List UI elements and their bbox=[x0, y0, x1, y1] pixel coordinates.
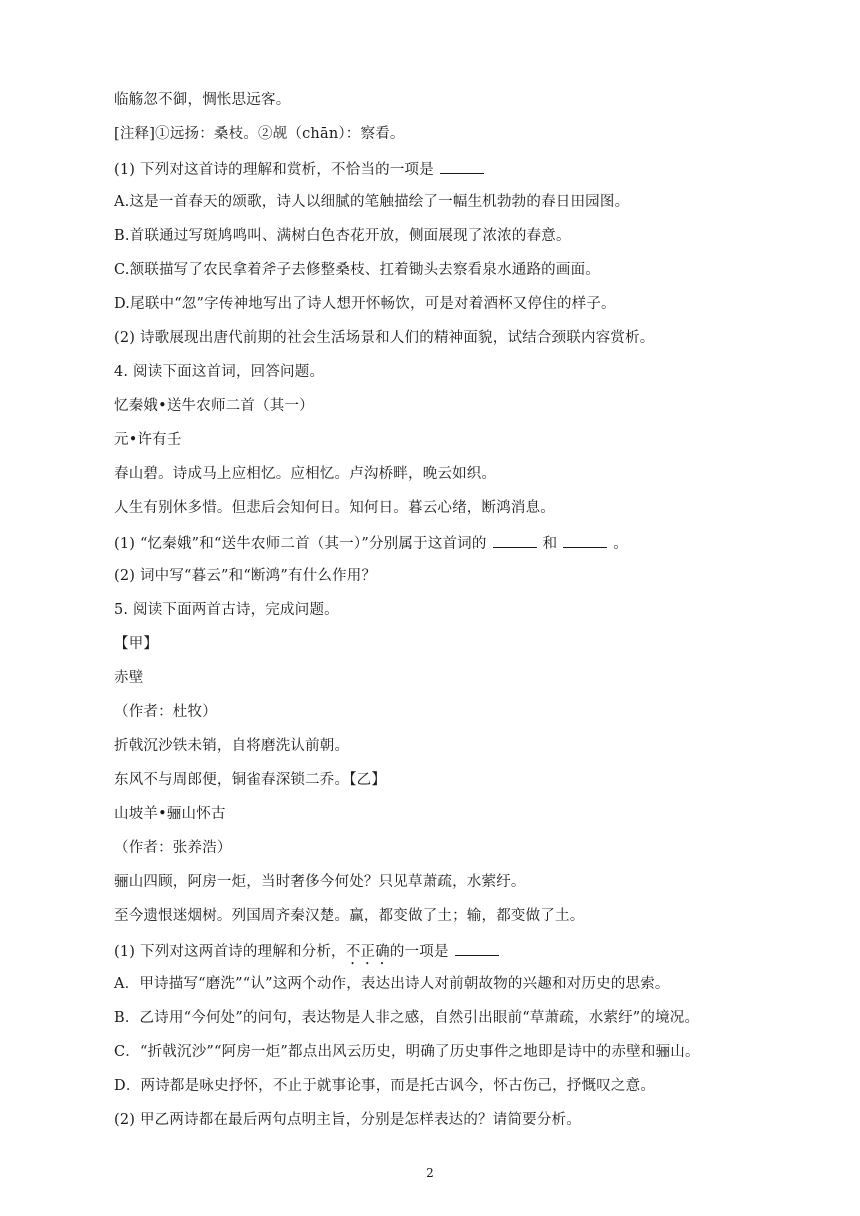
poem-jia-author: （作者：杜牧） bbox=[114, 704, 217, 720]
option-c: C.颔联描写了农民拿着斧子去修整桑枝、扛着锄头去察看泉水通路的画面。 bbox=[114, 262, 600, 278]
question-5-heading: 5. 阅读下面两首古诗，完成问题。 bbox=[114, 602, 339, 618]
ci-title: 忆秦娥•送牛农师二首（其一） bbox=[114, 398, 314, 414]
question-4-2: (2) 词中写“暮云”和“断鸿”有什么作用？ bbox=[114, 568, 377, 584]
answer-blank-1 bbox=[493, 532, 537, 548]
poem-last-line: 临觞忽不御，惆怅思远客。 bbox=[114, 92, 291, 108]
answer-blank-2 bbox=[563, 532, 607, 548]
question-text: (1) 下列对这两首诗的理解和分析， bbox=[114, 944, 346, 960]
ci-author: 元•许有壬 bbox=[114, 432, 182, 448]
poem-yi-line-1: 骊山四顾，阿房一炬，当时奢侈今何处？只见草萧疏，水萦纡。 bbox=[114, 874, 526, 890]
answer-blank bbox=[455, 940, 499, 956]
poem-yi-title: 山坡羊•骊山怀古 bbox=[114, 806, 226, 822]
ci-line-1: 春山碧。诗成马上应相忆。应相忆。卢沟桥畔，晚云如织。 bbox=[114, 466, 497, 482]
poem-jia-line-2: 东风不与周郎便，铜雀春深锁二乔。【乙】 bbox=[114, 772, 387, 788]
page-number: 2 bbox=[426, 1166, 434, 1180]
question-text: (1) 下列对这首诗的理解和赏析，不恰当的一项是 bbox=[114, 162, 434, 178]
question-3-1 bbox=[114, 158, 490, 180]
question-5-2: (2) 甲乙两诗都在最后两句点明主旨，分别是怎样表达的？请简要分析。 bbox=[114, 1112, 581, 1128]
emphasized-text: 不正确 bbox=[345, 944, 390, 960]
question-text-end: 的一项是 bbox=[389, 944, 449, 960]
poem-yi-line-2: 至今遗恨迷烟树。列国周齐秦汉楚。赢，都变做了土；输，都变做了土。 bbox=[114, 908, 585, 924]
question-text-end: 。 bbox=[613, 536, 628, 552]
option-d: D.尾联中“忽”字传神地写出了诗人想开怀畅饮，可是对着酒杯又停住的样子。 bbox=[114, 296, 616, 312]
option-d: D．两诗都是咏史抒怀，不止于就事论事，而是托古讽今，怀古伤己，抒慨叹之意。 bbox=[114, 1078, 656, 1094]
question-5-1 bbox=[114, 940, 505, 968]
option-a: A.这是一首春天的颂歌，诗人以细腻的笔触描绘了一幅生机勃勃的春日田园图。 bbox=[114, 194, 630, 210]
question-4-heading: 4. 阅读下面这首词，回答问题。 bbox=[114, 364, 325, 380]
question-text-and: 和 bbox=[542, 536, 558, 552]
poem-jia-title: 赤壁 bbox=[114, 670, 144, 686]
question-4-1 bbox=[114, 532, 628, 554]
question-3-2: (2) 诗歌展现出唐代前期的社会生活场景和人们的精神面貌，试结合颈联内容赏析。 bbox=[114, 330, 655, 346]
answer-blank bbox=[440, 158, 484, 174]
option-c: C．“折戟沉沙”“阿房一炬”都点出风云历史，明确了历史事件之地即是诗中的赤壁和骊山。 bbox=[114, 1044, 700, 1060]
ci-line-2: 人生有别休多惜。但悲后会知何日。知何日。暮云心绪，断鸿消息。 bbox=[114, 500, 555, 516]
option-b: B．乙诗用“今何处”的问句，表达物是人非之感，自然引出眼前“草萧疏，水萦纡”的境况。 bbox=[114, 1010, 700, 1026]
question-text: (1) “忆秦娥”和“送牛农师二首（其一）”分别属于这首词的 bbox=[114, 536, 487, 552]
poem-jia-label: 【甲】 bbox=[114, 636, 159, 652]
annotation: [注释]①远扬：桑枝。②觇（chān）：察看。 bbox=[114, 126, 405, 142]
poem-yi-author: （作者：张养浩） bbox=[114, 840, 232, 856]
poem-jia-line-1: 折戟沉沙铁未销，自将磨洗认前朝。 bbox=[114, 738, 350, 754]
option-b: B.首联通过写斑鸠鸣叫、满树白色杏花开放，侧面展现了浓浓的春意。 bbox=[114, 228, 571, 244]
option-a: A．甲诗描写“磨洗”“认”这两个动作，表达出诗人对前朝故物的兴趣和对历史的思索。 bbox=[114, 976, 670, 992]
